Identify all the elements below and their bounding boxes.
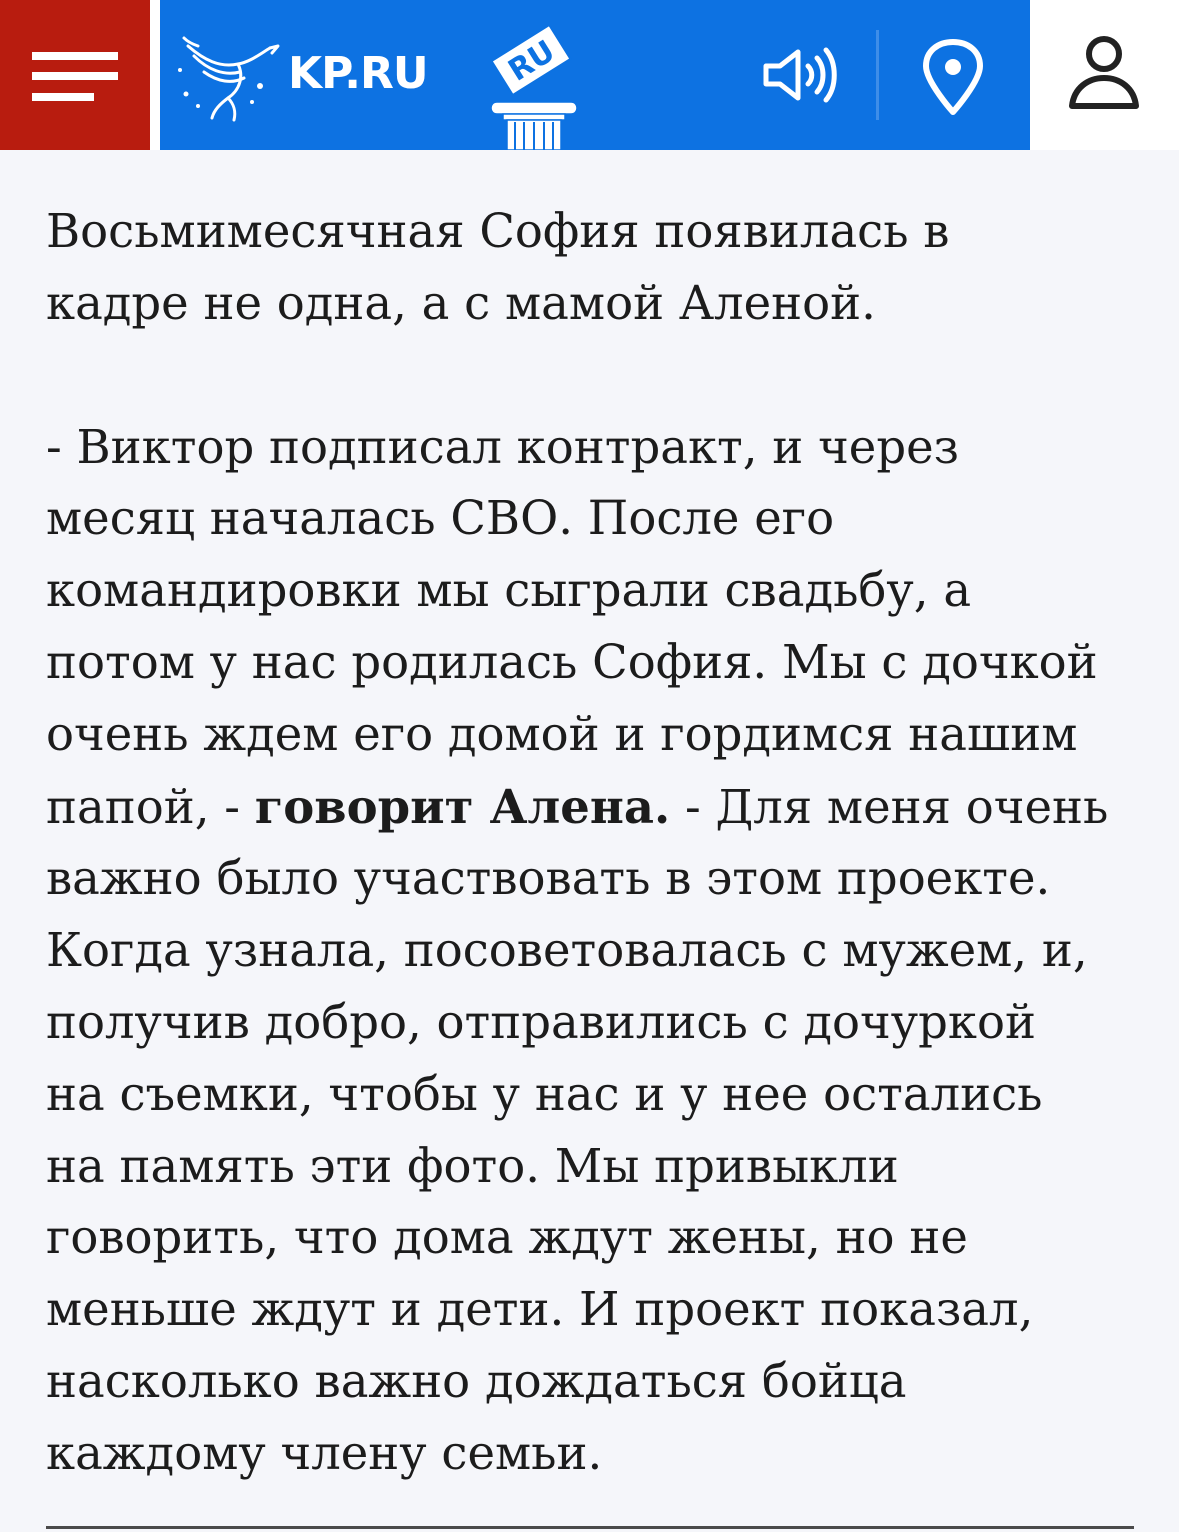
header-divider xyxy=(876,30,879,120)
text-line: каждому члену семьи. xyxy=(46,1425,603,1480)
location-pin-icon xyxy=(920,38,986,118)
text-line: меньше ждут и дети. И проект показал, xyxy=(46,1282,1034,1337)
account-button[interactable] xyxy=(1066,32,1142,112)
text-line: на съемки, чтобы у нас и у нее остались xyxy=(46,1066,1043,1121)
listen-button[interactable] xyxy=(758,44,842,106)
attribution-suffix: - Для меня очень xyxy=(670,779,1109,834)
attribution-prefix: папой, - xyxy=(46,779,255,834)
text-line: месяц началась СВО. После его xyxy=(46,491,835,546)
section-divider xyxy=(46,1526,1134,1529)
text-line: на память эти фото. Мы привыкли xyxy=(46,1138,899,1193)
text-line: важно было участвовать в этом проекте. xyxy=(46,851,1051,906)
attribution-line xyxy=(46,771,1146,844)
logo-wordmark: KP.RU xyxy=(288,48,428,99)
article-paragraph-quote xyxy=(46,412,1146,1490)
site-logo-link[interactable] xyxy=(174,18,614,150)
site-header xyxy=(0,0,1179,150)
location-button[interactable] xyxy=(920,38,986,118)
text-line: Восьмимесячная София появилась в xyxy=(46,204,950,258)
menu-button[interactable] xyxy=(0,0,150,150)
speaker-icon xyxy=(758,44,842,106)
text-line: получив добро, отправились с дочуркой xyxy=(46,994,1036,1049)
text-line: - Виктор подписал контракт, и через xyxy=(46,419,959,474)
user-profile-icon xyxy=(1066,32,1142,112)
column-badge-icon xyxy=(479,18,589,150)
speaker-attribution: говорит Алена. xyxy=(254,778,671,834)
text-line: потом у нас родилась София. Мы с дочкой xyxy=(46,634,1098,689)
article-paragraph xyxy=(46,196,1146,340)
article-body xyxy=(46,196,1146,1490)
text-line: кадре не одна, а с мамой Аленой. xyxy=(46,275,876,330)
paragraph-gap xyxy=(46,340,1146,412)
text-line: говорить, что дома ждут жены, но не xyxy=(46,1210,968,1265)
bird-logo-icon xyxy=(174,26,284,122)
brand-bar xyxy=(160,0,1030,150)
text-line: Когда узнала, посоветовалась с мужем, и, xyxy=(46,923,1088,978)
text-line: командировки мы сыграли свадьбу, а xyxy=(46,563,972,618)
text-line: насколько важно дождаться бойца xyxy=(46,1353,907,1408)
text-line: очень ждем его домой и гордимся нашим xyxy=(46,706,1078,761)
logo-badge-text: RU xyxy=(502,33,562,89)
